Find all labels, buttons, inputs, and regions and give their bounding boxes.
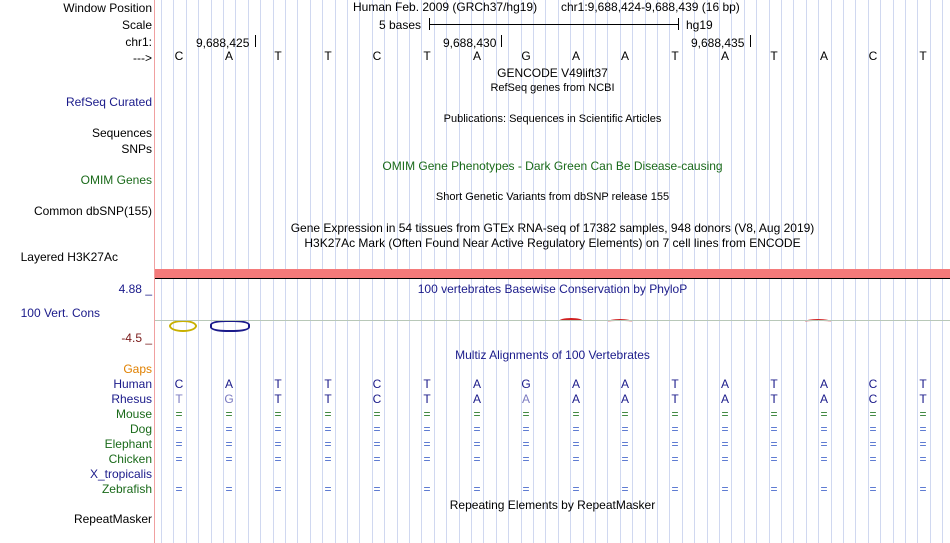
species-label-human[interactable]: Human — [113, 377, 152, 391]
alignment-base-rhesus: C — [868, 392, 878, 406]
alignment-base-elephant: = — [274, 437, 282, 451]
alignment-base-elephant: = — [324, 437, 332, 451]
species-label-zebrafish[interactable]: Zebrafish — [101, 482, 152, 496]
alignment-base-rhesus: T — [324, 392, 332, 406]
alignment-base-dog: = — [324, 422, 332, 436]
species-label-x-tropicalis[interactable]: X_tropicalis — [89, 467, 152, 481]
scale-bar — [429, 24, 679, 25]
alignment-base-chicken: = — [175, 452, 183, 466]
alignment-base-zebrafish: = — [225, 482, 233, 496]
header-position: chr1:9,688,424-9,688,439 (16 bp) — [561, 0, 740, 14]
alignment-base-zebrafish: = — [373, 482, 381, 496]
alignment-base-zebrafish: = — [274, 482, 282, 496]
alignment-base-rhesus: C — [372, 392, 382, 406]
alignment-base-chicken: = — [473, 452, 481, 466]
alignment-base-rhesus: A — [521, 392, 530, 406]
alignment-base-mouse: = — [770, 407, 778, 421]
sequence-base: T — [274, 49, 282, 63]
alignment-base-zebrafish: = — [671, 482, 679, 496]
alignment-base-rhesus: G — [224, 392, 234, 406]
sequence-base: A — [224, 49, 233, 63]
scale-db-label: hg19 — [686, 18, 713, 32]
alignment-base-chicken: = — [274, 452, 282, 466]
alignment-base-mouse: = — [175, 407, 183, 421]
alignment-base-zebrafish: = — [621, 482, 629, 496]
alignment-base-rhesus: T — [671, 392, 679, 406]
alignment-base-human: G — [521, 377, 531, 391]
coord-tick-3 — [750, 35, 751, 47]
alignment-base-mouse: = — [820, 407, 828, 421]
alignment-base-dog: = — [869, 422, 877, 436]
phylop-track-title: 100 vertebrates Basewise Conservation by PhyloP — [417, 282, 688, 296]
alignment-base-elephant: = — [473, 437, 481, 451]
track-label-snps[interactable]: SNPs — [121, 142, 152, 156]
alignment-base-rhesus: T — [423, 392, 431, 406]
alignment-base-rhesus: A — [472, 392, 481, 406]
alignment-base-human: C — [372, 377, 382, 391]
h3k27ac-baseline — [155, 278, 950, 279]
sequence-base: G — [521, 49, 531, 63]
alignment-base-rhesus: A — [720, 392, 729, 406]
alignment-base-rhesus: A — [819, 392, 828, 406]
alignment-base-human: A — [720, 377, 729, 391]
alignment-base-human: A — [620, 377, 629, 391]
browser-track-image[interactable] — [155, 0, 950, 543]
alignment-base-chicken: = — [423, 452, 431, 466]
sequence-base: T — [324, 49, 332, 63]
alignment-base-chicken: = — [225, 452, 233, 466]
cons-logo-glyph — [559, 318, 583, 324]
alignment-base-zebrafish: = — [572, 482, 580, 496]
alignment-base-zebrafish: = — [522, 482, 530, 496]
dbsnp-track-title: Short Genetic Variants from dbSNP release 155 — [435, 191, 670, 203]
alignment-base-chicken: = — [522, 452, 530, 466]
alignment-base-dog: = — [373, 422, 381, 436]
alignment-base-human: T — [919, 377, 927, 391]
alignment-base-dog: = — [721, 422, 729, 436]
alignment-base-rhesus: T — [770, 392, 778, 406]
alignment-base-chicken: = — [869, 452, 877, 466]
scale-label: Scale — [121, 18, 152, 32]
sequence-base: A — [620, 49, 629, 63]
gtex-track-title: Gene Expression in 54 tissues from GTEx RNA-seq of 17382 samples, 948 donors (V8, Aug 2019) — [290, 221, 815, 235]
alignment-base-human: A — [224, 377, 233, 391]
alignment-base-chicken: = — [621, 452, 629, 466]
window-position-label: Window Position — [63, 1, 152, 15]
alignment-base-dog: = — [770, 422, 778, 436]
alignment-base-human: C — [868, 377, 878, 391]
alignment-base-elephant: = — [522, 437, 530, 451]
alignment-base-mouse: = — [572, 407, 580, 421]
alignment-base-human: T — [770, 377, 778, 391]
alignment-base-chicken: = — [770, 452, 778, 466]
multiz-track-title: Multiz Alignments of 100 Vertebrates — [455, 348, 650, 362]
alignment-base-elephant: = — [225, 437, 233, 451]
species-label-mouse[interactable]: Mouse — [115, 407, 152, 421]
cons-logo-glyph — [169, 320, 197, 332]
alignment-base-zebrafish: = — [919, 482, 927, 496]
alignment-base-rhesus: T — [175, 392, 183, 406]
track-label-repeatmasker[interactable]: RepeatMasker — [73, 512, 152, 526]
alignment-base-zebrafish: = — [423, 482, 431, 496]
cons-max-label: 4.88 _ — [118, 282, 152, 296]
alignment-base-mouse: = — [423, 407, 431, 421]
alignment-base-mouse: = — [274, 407, 282, 421]
track-labels-sidebar — [0, 0, 154, 543]
alignment-base-dog: = — [572, 422, 580, 436]
alignment-base-human: T — [324, 377, 332, 391]
species-label-chicken[interactable]: Chicken — [108, 452, 152, 466]
track-label-sequences[interactable]: Sequences — [91, 126, 152, 140]
alignment-base-human: T — [423, 377, 431, 391]
alignment-base-elephant: = — [373, 437, 381, 451]
alignment-base-zebrafish: = — [721, 482, 729, 496]
sequence-base: T — [671, 49, 679, 63]
species-label-dog[interactable]: Dog — [129, 422, 152, 436]
sequence-base: A — [720, 49, 729, 63]
track-label-omim[interactable]: OMIM Genes — [80, 173, 152, 187]
alignment-base-elephant: = — [919, 437, 927, 451]
alignment-base-elephant: = — [423, 437, 431, 451]
scale-bar-right-end — [678, 18, 679, 30]
alignment-base-elephant: = — [770, 437, 778, 451]
alignment-base-dog: = — [423, 422, 431, 436]
alignment-base-chicken: = — [572, 452, 580, 466]
cons-min-label: -4.5 _ — [121, 331, 152, 345]
alignment-base-elephant: = — [621, 437, 629, 451]
alignment-base-elephant: = — [869, 437, 877, 451]
h3k27ac-signal-bar — [155, 269, 950, 278]
alignment-base-chicken: = — [919, 452, 927, 466]
cons-baseline — [155, 320, 950, 321]
alignment-base-rhesus: A — [571, 392, 580, 406]
coord-tick-1 — [255, 35, 256, 47]
sequence-base: A — [819, 49, 828, 63]
alignment-base-dog: = — [919, 422, 927, 436]
alignment-base-mouse: = — [869, 407, 877, 421]
alignment-base-elephant: = — [175, 437, 183, 451]
alignment-base-zebrafish: = — [473, 482, 481, 496]
alignment-base-mouse: = — [324, 407, 332, 421]
species-label-elephant[interactable]: Elephant — [104, 437, 152, 451]
track-label-h3k27ac[interactable]: Layered H3K27Ac — [20, 250, 118, 264]
alignment-base-human: T — [274, 377, 282, 391]
alignment-base-dog: = — [621, 422, 629, 436]
alignment-base-dog: = — [274, 422, 282, 436]
alignment-base-human: A — [819, 377, 828, 391]
omim-track-title: OMIM Gene Phenotypes - Dark Green Can Be Disease-causing — [382, 159, 723, 173]
track-label-100-vert-cons[interactable]: 100 Vert. Cons — [20, 306, 100, 320]
header-assembly: Human Feb. 2009 (GRCh37/hg19) — [353, 0, 538, 14]
alignment-base-chicken: = — [671, 452, 679, 466]
alignment-base-human: A — [472, 377, 481, 391]
alignment-base-rhesus: A — [620, 392, 629, 406]
alignment-base-mouse: = — [721, 407, 729, 421]
refseq-track-subtitle: RefSeq genes from NCBI — [490, 82, 615, 94]
alignment-base-dog: = — [225, 422, 233, 436]
scale-bases-label: 5 bases — [379, 18, 422, 32]
alignment-base-rhesus: T — [919, 392, 927, 406]
alignment-base-chicken: = — [820, 452, 828, 466]
alignment-base-elephant: = — [721, 437, 729, 451]
sequence-base: T — [919, 49, 927, 63]
alignment-base-elephant: = — [572, 437, 580, 451]
track-label-gaps[interactable]: Gaps — [123, 362, 152, 376]
gencode-track-title: GENCODE V49lift37 — [497, 66, 608, 80]
strand-label: ---> — [133, 51, 152, 65]
publications-track-title: Publications: Sequences in Scientific Articles — [443, 113, 662, 125]
alignment-base-zebrafish: = — [869, 482, 877, 496]
alignment-base-mouse: = — [522, 407, 530, 421]
alignment-base-mouse: = — [225, 407, 233, 421]
alignment-base-zebrafish: = — [770, 482, 778, 496]
h3k27ac-track-title: H3K27Ac Mark (Often Found Near Active Regulatory Elements) on 7 cell lines from ENCODE — [304, 236, 801, 250]
alignment-base-zebrafish: = — [175, 482, 183, 496]
sequence-base: C — [372, 49, 382, 63]
track-label-dbsnp[interactable]: Common dbSNP(155) — [33, 204, 152, 218]
alignment-base-dog: = — [671, 422, 679, 436]
alignment-base-chicken: = — [721, 452, 729, 466]
coord-label-3: 9,688,435 — [691, 36, 745, 50]
sequence-base: T — [423, 49, 431, 63]
alignment-base-human: A — [571, 377, 580, 391]
alignment-base-chicken: = — [373, 452, 381, 466]
coord-label-2: 9,688,430 — [443, 36, 497, 50]
alignment-base-mouse: = — [671, 407, 679, 421]
coord-label-1: 9,688,425 — [196, 36, 250, 50]
coord-tick-2 — [501, 35, 502, 47]
alignment-base-dog: = — [473, 422, 481, 436]
sequence-base: C — [174, 49, 184, 63]
alignment-base-dog: = — [820, 422, 828, 436]
cons-logo-glyph — [210, 320, 250, 332]
alignment-base-dog: = — [522, 422, 530, 436]
alignment-base-zebrafish: = — [324, 482, 332, 496]
alignment-base-mouse: = — [919, 407, 927, 421]
alignment-base-dog: = — [175, 422, 183, 436]
alignment-base-mouse: = — [473, 407, 481, 421]
chromosome-label: chr1: — [125, 35, 152, 49]
alignment-base-elephant: = — [820, 437, 828, 451]
species-label-rhesus[interactable]: Rhesus — [111, 392, 152, 406]
alignment-base-elephant: = — [671, 437, 679, 451]
track-label-refseq[interactable]: RefSeq Curated — [65, 95, 152, 109]
sequence-base: A — [472, 49, 481, 63]
alignment-base-mouse: = — [621, 407, 629, 421]
alignment-base-human: T — [671, 377, 679, 391]
alignment-base-rhesus: T — [274, 392, 282, 406]
alignment-base-chicken: = — [324, 452, 332, 466]
sequence-base: C — [868, 49, 878, 63]
sequence-base: T — [770, 49, 778, 63]
alignment-base-zebrafish: = — [820, 482, 828, 496]
alignment-base-human: C — [174, 377, 184, 391]
alignment-base-mouse: = — [373, 407, 381, 421]
repeatmasker-track-title: Repeating Elements by RepeatMasker — [449, 498, 656, 512]
sequence-base: A — [571, 49, 580, 63]
